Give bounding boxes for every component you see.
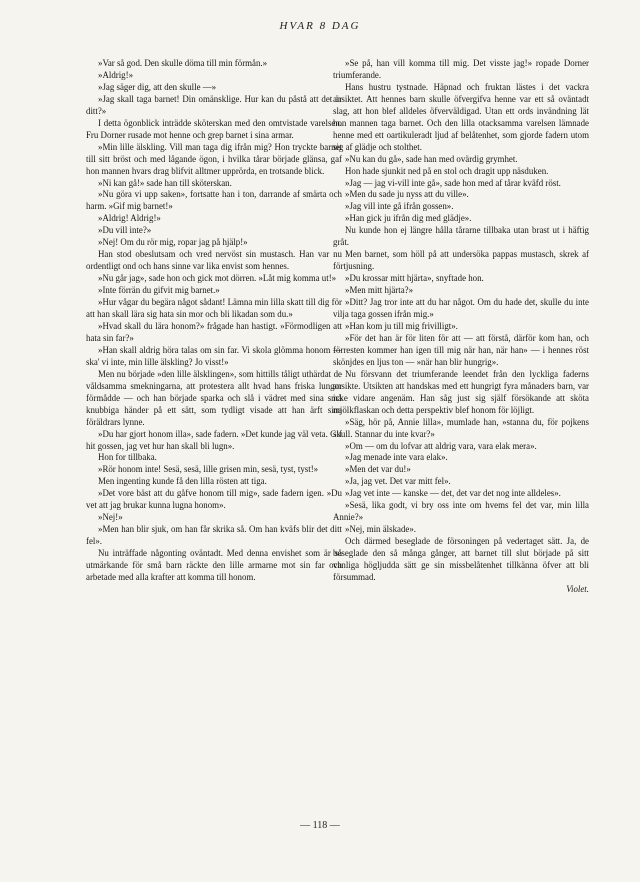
paragraph: »Nej! Om du rör mig, ropar jag på hjälp!» [98, 237, 248, 248]
paragraph: »Jag vill inte gå ifrån gossen». [345, 201, 454, 212]
paragraph: Men ingenting kunde få den lilla rösten att tiga. [98, 476, 267, 487]
paragraph: »Var så god. Den skulle döma till min förmån.» [98, 58, 268, 68]
paragraph: Men barnet, som höll på att undersöka pappas mustasch, skrek af förtjusning. [333, 249, 589, 272]
paragraph: »Se på, han vill komma till mig. Det visste jag!» ropade Dorner triumferande. [333, 58, 589, 80]
paragraph: »Du har gjort honom illa», sade fadern. »Det kunde jag väl veta. Gif hit gossen, jag vet hur han skall bli lugn». [86, 428, 342, 451]
paragraph: »Han gick ju ifrån dig med glädje». [345, 213, 472, 224]
paragraph: »Han skall aldrig höra talas om sin far. Vi skola glömma honom — ska' vi inte, min lille älskling? Jo visst!» [86, 344, 342, 367]
paragraph: Hon hade sjunkit ned på en stol och dragit upp näsduken. [345, 165, 549, 176]
running-header: HVAR 8 DAG [279, 20, 361, 32]
paragraph: »Nu kan du gå», sade han med ovärdig grymhet. [345, 153, 518, 164]
paragraph: »Men mitt hjärta?» [345, 285, 414, 296]
paragraph: »Det vore bäst att du gåfve honom till mig», sade fadern igen. »Du vet att jag brukar kunna lugna honom». [86, 488, 342, 511]
paragraph: »Nu går jag», sade hon och gick mot dörren. »Låt mig komma ut!» [98, 273, 337, 284]
paragraph: »Jag — jag vi-vill inte gå», sade hon med af tårar kväfd röst. [345, 177, 561, 188]
paragraph: »Jag vet inte — kanske — det, det var det nog inte alldeles». [345, 488, 561, 499]
paragraph: Hon for tillbaka. [98, 452, 157, 463]
paragraph: »Jag säger dig, att den skulle —» [98, 81, 217, 92]
paragraph: I detta ögonblick inträdde sköterskan med den omtvistade varelsen. Fru Dorner rusade mot henne och grep barnet i sina armar. [86, 117, 342, 140]
paragraph: Nu kunde hon ej längre hålla tårarne tillbaka utan brast ut i häftig gråt. [333, 225, 589, 248]
paragraph: »Aldrig!» [98, 69, 134, 80]
page-number: — 118 — [300, 820, 340, 831]
paragraph: »Min lille älskling. Vill man taga dig ifrån mig? Hon tryckte barnet till sitt bröst och med lågande ögon, i hvilka tårar började glänsa, gaf hon mannen hvars drag blifvit alltmer upprörda, en trotsande blick. [86, 141, 342, 176]
paragraph: »Ja, jag vet. Det var mitt fel». [345, 476, 451, 487]
paragraph: »Nu göra vi upp saken», fortsatte han i ton, darrande af smärta och harm. »Gif mig barnet!» [86, 189, 342, 212]
paragraph: »Han kom ju till mig frivilligt». [345, 320, 458, 331]
paragraph: »Nej!» [98, 512, 123, 523]
paragraph: »Men du sade ju nyss att du ville». [345, 189, 469, 200]
paragraph: Nu inträffade någonting oväntadt. Med denna envishet som är så utmärkande för små barn räckte den lille armarne mot sin far och arbetade med alla krafter att komma till honom. [86, 548, 342, 582]
paragraph: Han stod obeslutsam och vred nervöst sin mustasch. Han var nu ordentligt ond och hans sinne var lika envist som hennes. [86, 249, 342, 272]
paragraph: »Ditt? Jag tror inte att du har något. Om du hade det, skulle du inte vilja taga gossen ifrån mig.» [333, 297, 589, 320]
author-signature: Violet. [566, 583, 589, 594]
paragraph: Nu försvann det triumferande leendet från den lyckliga faderns ansikte. Utsikten att handskas med ett hungrigt fyra månaders barn, var icke vidare angenäm. Han såg just sig själf försökande att sköta mjölkflaskan och detta perspektiv blef honom för löjligt. [333, 368, 589, 415]
paragraph: Och därmed beseglade de försoningen på vedertaget sätt. Ja, de beseglade den så många gånger, att barnet till slut började på sitt vanliga högljudda sätt ge sin missbelåtenhet tillkänna öfver att bli försummad. [333, 536, 589, 582]
paragraph: »Ni kan gå!» sade han till sköterskan. [98, 177, 232, 188]
paragraph: Men nu började »den lille älsklingen», som hittills tåligt uthärdat de våldsamma smekningarna, att protestera allt hvad hans friska lungor förmådde — och han började sparka och slå i vädret med sina små knubbiga händer på ett sätt, som tydligt visade att han ärft sina föräldrars lynne. [86, 368, 342, 427]
paragraph: »Hur vågar du begära något sådant! Lämna min lilla skatt till dig för att han skall lära sig hata sin mor och bli likadan som du.» [86, 297, 342, 320]
paragraph: »Du krossar mitt hjärta», snyftade hon. [345, 273, 484, 284]
paragraph: »Hvad skall du lära honom?» frågade han hastigt. »Förmodligen att hata sin far?» [86, 320, 342, 343]
paragraph: »Men det var du!» [345, 464, 411, 475]
paragraph: Hans hustru tystnade. Häpnad och fruktan lästes i det vackra ansiktet. Att hennes barn skulle öfvergifva henne var ett så oväntadt slag, att hon blef alldeles öfverväldigad. Utan ett ords invändning lät hon mannen taga barnet. Och den lilla otacksamma varelsen lämnade henne med ett oartikuleradt ljud af belåtenhet, som gjorde fadern utom sig af glädje och stolthet. [333, 81, 589, 152]
paragraph: »Aldrig! Aldrig!» [98, 213, 161, 224]
paragraph: »Jag menade inte vara elak». [345, 452, 448, 463]
paragraph: »För det han är för liten för att — att förstå, därför kom han, och förresten kommer han igen till mig när han, när han» — i hennes röst skönjdes en ljus ton — »när han blir hungrig». [333, 332, 589, 367]
paragraph: »Men han blir sjuk, om han får skrika så. Om han kväfs blir det ditt fel». [86, 524, 342, 547]
paragraph: »Du vill inte?» [98, 225, 152, 236]
paragraph: »Inte förrän du gifvit mig barnet.» [98, 285, 220, 296]
paragraph: »Om — om du lofvar att aldrig vara, vara elak mera». [345, 440, 537, 451]
paragraph: »Säg, hör på, Annie lilla», mumlade han, »stanna du, för pojkens skull. Stannar du inte kvar?» [333, 416, 589, 439]
paragraph: »Rör honom inte! Sesä, sesä, lille grisen min, sesä, tyst, tyst!» [98, 464, 319, 475]
paragraph: »Nej, min älskade». [345, 524, 416, 535]
left-text-column [86, 58, 342, 584]
paragraph: »Sesä, lika godt, vi bry oss inte om hvems fel det var, min lilla Annie?» [333, 500, 589, 523]
right-text-column [333, 58, 589, 596]
paragraph: »Jag skall taga barnet! Din omänsklige. Hur kan du påstå att det är ditt?» [86, 93, 342, 116]
